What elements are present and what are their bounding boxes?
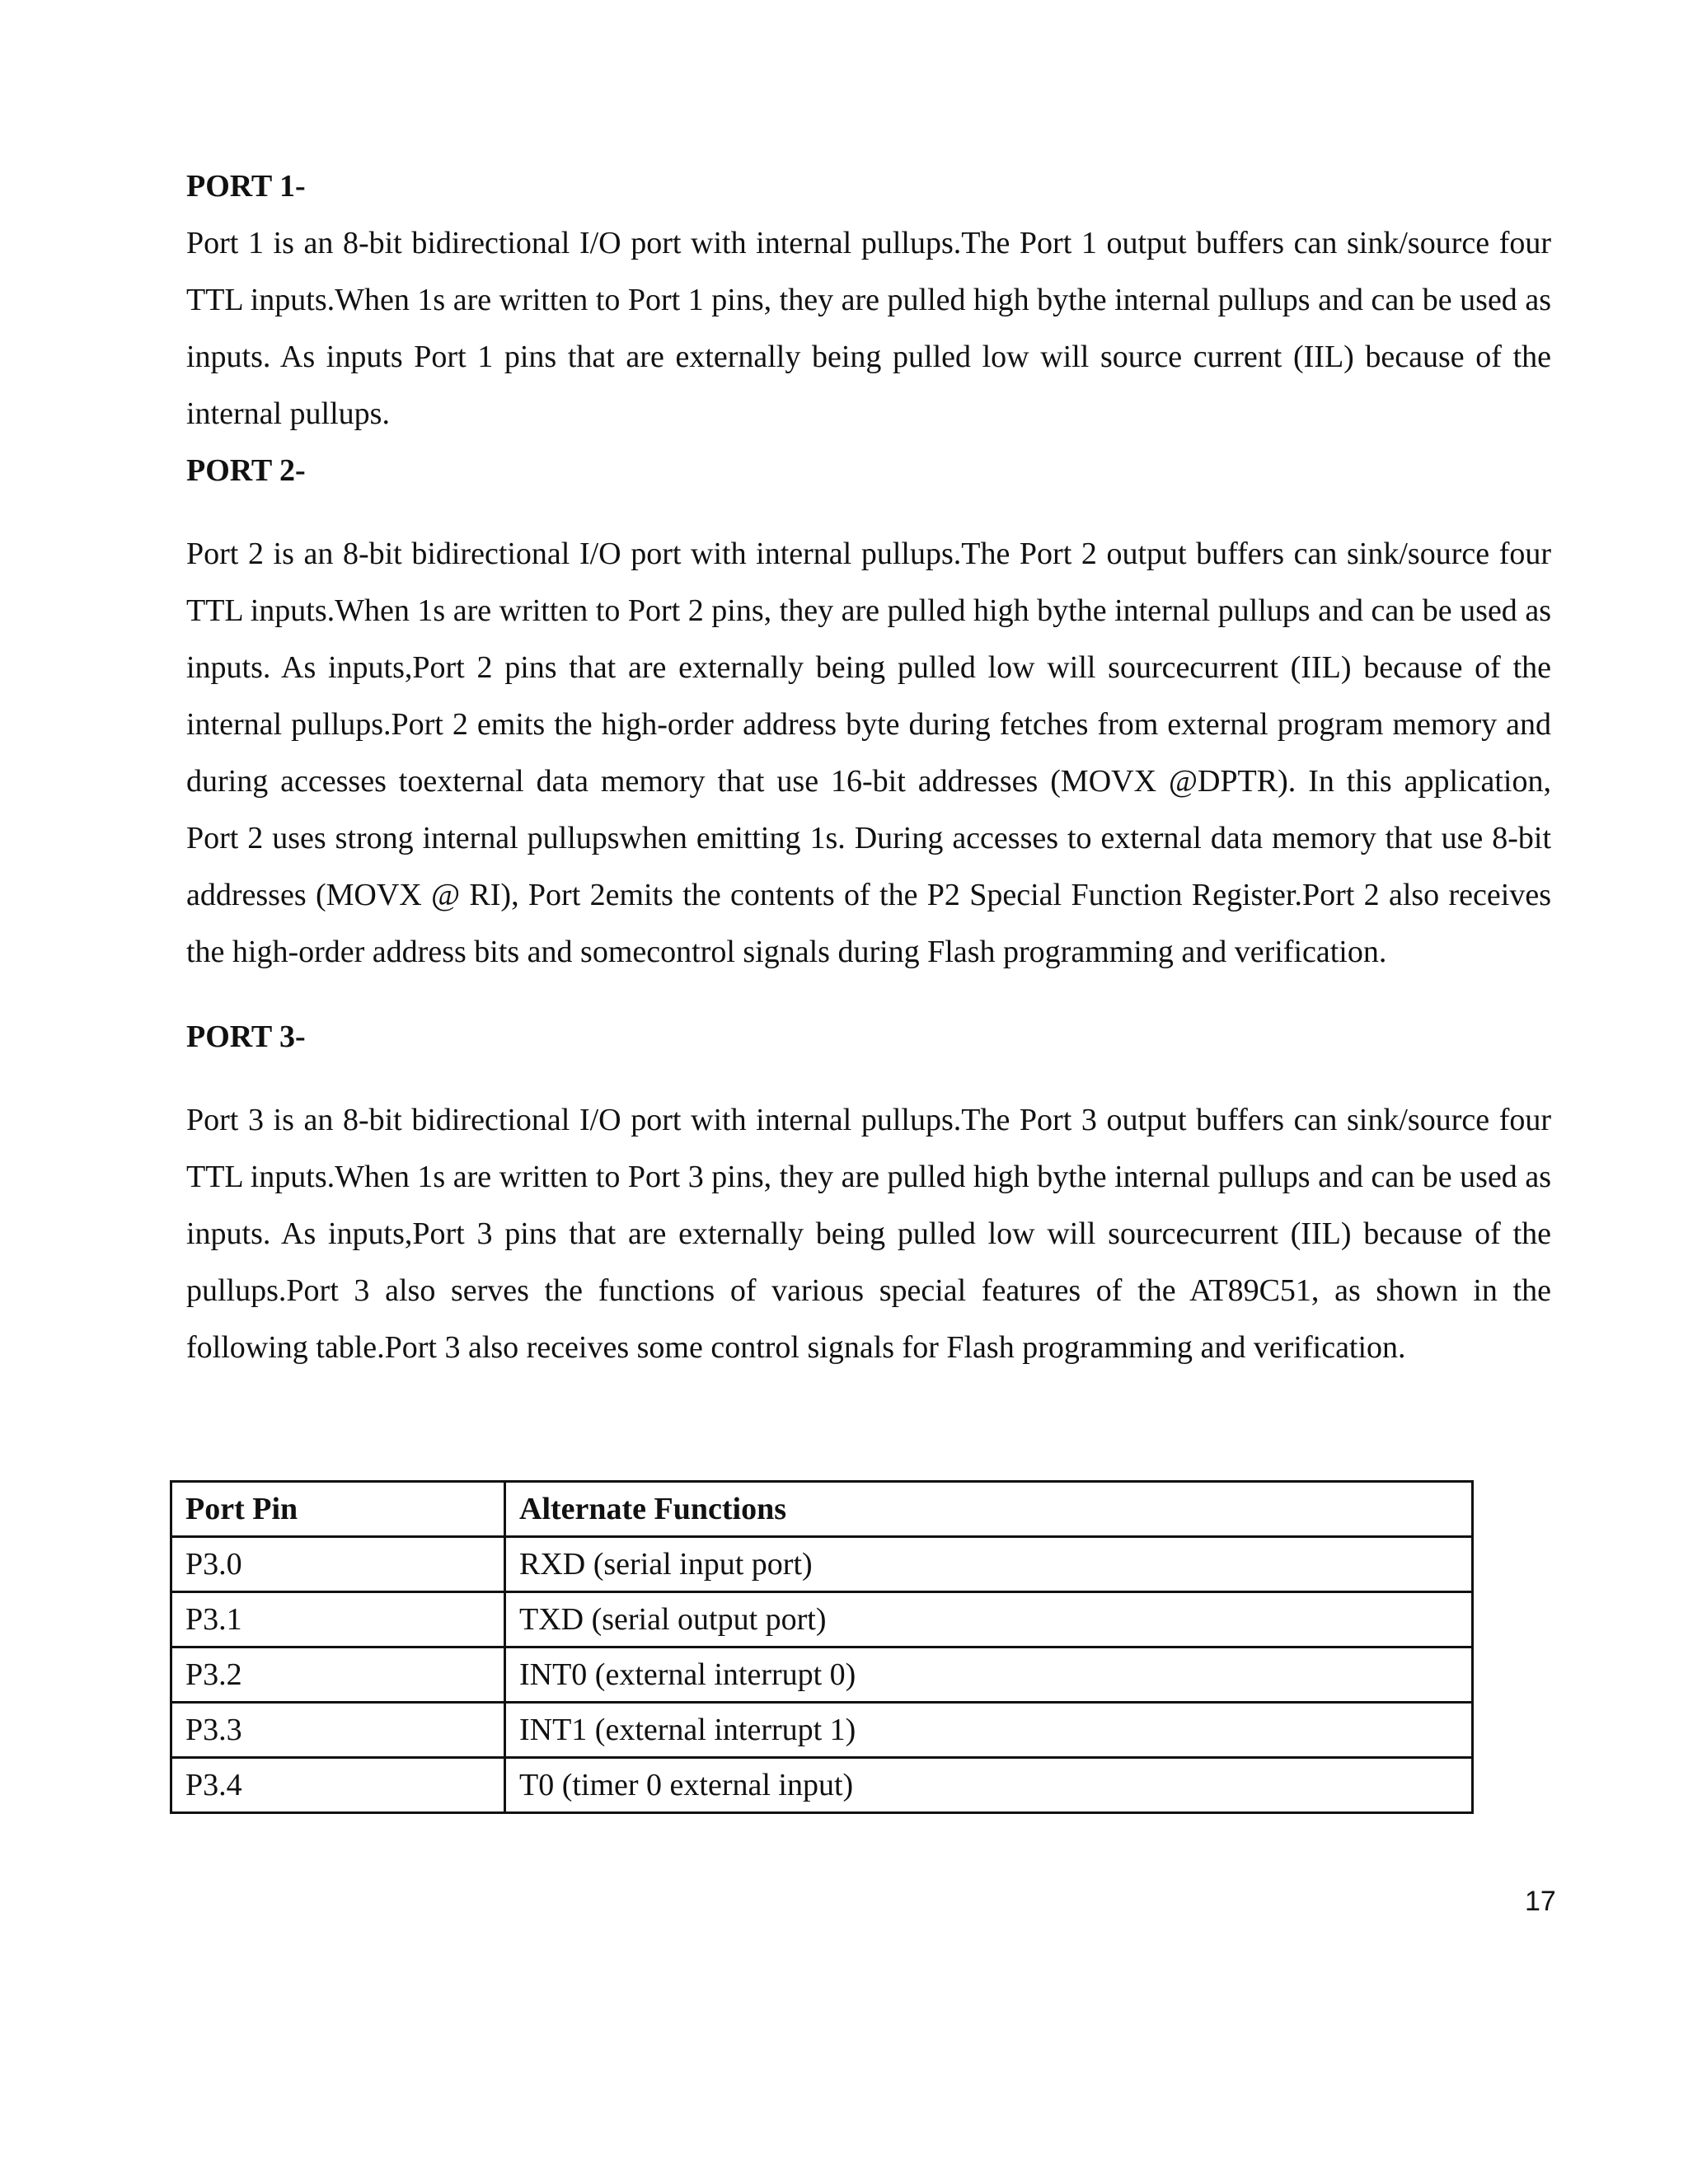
cell-port-pin: P3.3: [171, 1703, 505, 1758]
port1-heading: PORT 1-: [186, 169, 306, 204]
port1-paragraph: Port 1 is an 8-bit bidirectional I/O port with internal pullups.The Port 1 output buffers can sink/source four TTL inputs.When 1s are written to Port 1 pins, they are pulled high bythe internal pullups and can be used as inputs. As inputs Port 1 pins that are externally being pulled low will source current (IIL) because of the internal pullups.: [186, 226, 1551, 431]
cell-port-pin: P3.1: [171, 1592, 505, 1647]
table-row: [171, 1592, 1473, 1647]
table-header-row: [171, 1482, 1473, 1537]
cell-port-pin: P3.0: [171, 1537, 505, 1592]
page-content: [186, 158, 1551, 1376]
cell-alternate-function: INT1 (external interrupt 1): [505, 1703, 1473, 1758]
cell-port-pin: P3.4: [171, 1758, 505, 1813]
table-row: [171, 1758, 1473, 1813]
port2-heading: PORT 2-: [186, 453, 306, 488]
header-port-pin: Port Pin: [171, 1482, 505, 1537]
port2-paragraph: Port 2 is an 8-bit bidirectional I/O port with internal pullups.The Port 2 output buffers can sink/source four TTL inputs.When 1s are written to Port 2 pins, they are pulled high bythe internal pullups and can be used as inputs. As inputs,Port 2 pins that are externally being pulled low will sourcecurrent (IIL) because of the internal pullups.Port 2 emits the high-order address byte during fetches from external program memory and during accesses toexternal data memory that use 16-bit addresses (MOVX @DPTR). In this application, Port 2 uses strong internal pullupswhen emitting 1s. During accesses to external data memory that use 8-bit addresses (MOVX @ RI), Port 2emits the contents of the P2 Special Function Register.Port 2 also receives the high-order address bits and somecontrol signals during Flash programming and verification.: [186, 537, 1551, 969]
table-row: [171, 1647, 1473, 1703]
header-alternate-functions: Alternate Functions: [505, 1482, 1473, 1537]
spacer: [186, 1066, 1551, 1092]
port3-heading: PORT 3-: [186, 1019, 306, 1054]
port3-paragraph: Port 3 is an 8-bit bidirectional I/O port with internal pullups.The Port 3 output buffers can sink/source four TTL inputs.When 1s are written to Port 3 pins, they are pulled high bythe internal pullups and can be used as inputs. As inputs,Port 3 pins that are externally being pulled low will sourcecurrent (IIL) because of the pullups.Port 3 also serves the functions of various special features of the AT89C51, as shown in the following table.Port 3 also receives some control signals for Flash programming and verification.: [186, 1103, 1551, 1365]
table-row: [171, 1703, 1473, 1758]
page-number: 17: [1525, 1886, 1556, 1917]
spacer: [186, 981, 1551, 1009]
table-row: [171, 1537, 1473, 1592]
cell-alternate-function: T0 (timer 0 external input): [505, 1758, 1473, 1813]
cell-alternate-function: INT0 (external interrupt 0): [505, 1647, 1473, 1703]
cell-alternate-function: RXD (serial input port): [505, 1537, 1473, 1592]
cell-port-pin: P3.2: [171, 1647, 505, 1703]
cell-alternate-function: TXD (serial output port): [505, 1592, 1473, 1647]
spacer: [186, 499, 1551, 526]
port3-functions-table: [170, 1480, 1474, 1814]
